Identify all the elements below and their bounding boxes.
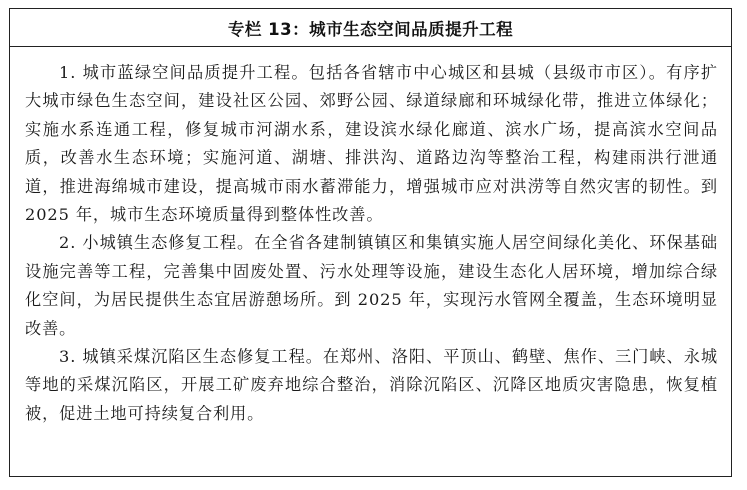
paragraph-small-town-restoration: 2. 小城镇生态修复工程。在全省各建制镇镇区和集镇实施人居空间绿化美化、环保基础设施完善等工程，完善集中固废处置、污水处理等设施，建设生态化人居环境，增加综合绿化空间，为居民提供生态宜居游憩场所。到 2025 年，实现污水管网全覆盖，生态环境明显改善。 bbox=[25, 233, 718, 338]
box-content bbox=[10, 47, 731, 428]
box-header bbox=[10, 9, 731, 47]
paragraph-urban-blue-green: 1. 城市蓝绿空间品质提升工程。包括各省辖市中心城区和县城（县级市市区）。有序扩大城市绿色生态空间，建设社区公园、郊野公园、绿道绿廊和环城绿化带，推进立体绿化；实施水系连通工程，修复城市河湖水系，建设滨水绿化廊道、滨水广场，提高滨水空间品质，改善水生态环境；实施河道、湖塘、排洪沟、道路边沟等整治工程，构建雨洪行泄通道，推进海绵城市建设，提高城市雨水蓄滞能力，增强城市应对洪涝等自然灾害的韧性。到 2025 年，城市生态环境质量得到整体性改善。 bbox=[25, 63, 718, 225]
box-title: 专栏 13：城市生态空间品质提升工程 bbox=[227, 19, 514, 39]
feature-box bbox=[9, 8, 732, 477]
paragraph-coal-subsidence-restoration: 3. 城镇采煤沉陷区生态修复工程。在郑州、洛阳、平顶山、鹤壁、焦作、三门峡、永城等地的采煤沉陷区，开展工矿废弃地综合整治，消除沉陷区、沉降区地质灾害隐患，恢复植被，促进土地可持续复合利用。 bbox=[25, 347, 718, 423]
